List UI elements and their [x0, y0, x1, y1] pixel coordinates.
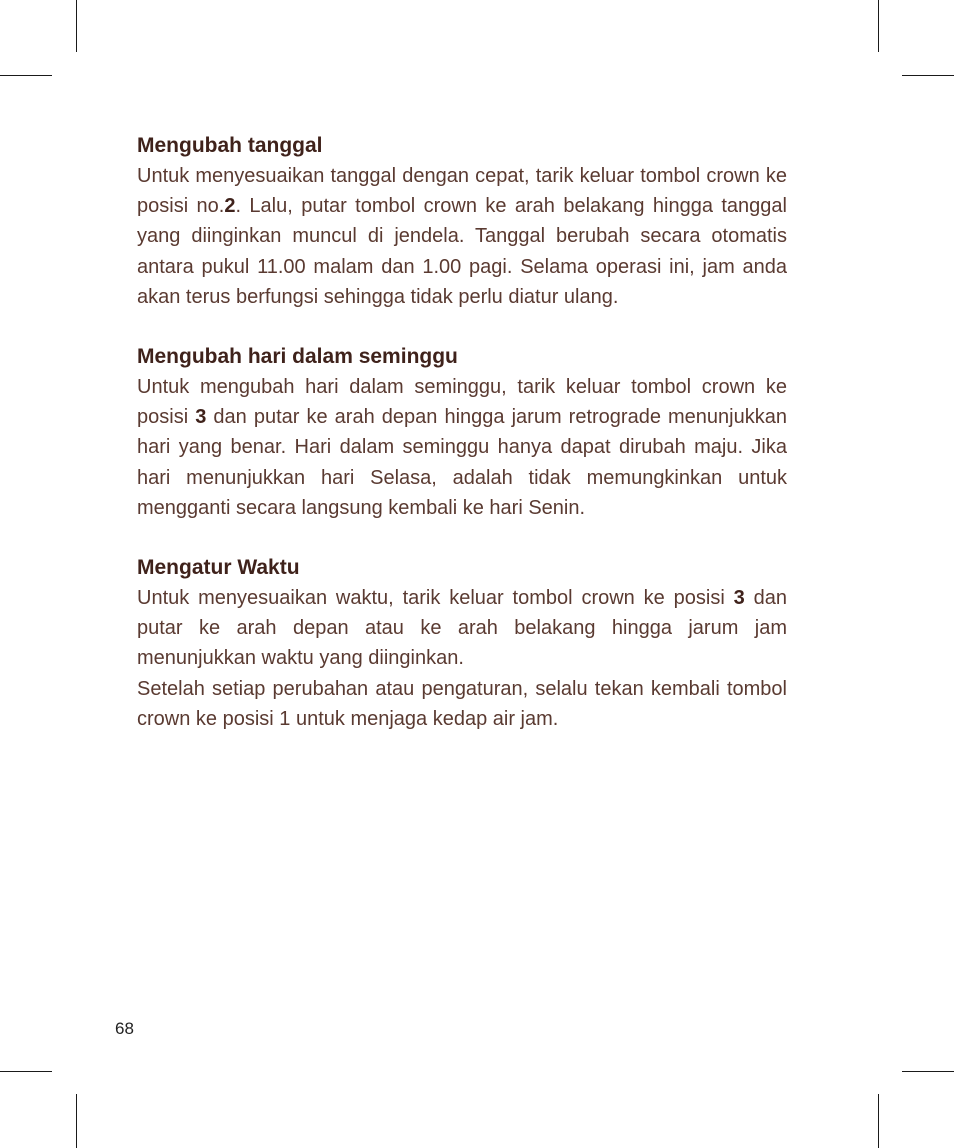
crop-mark-bottom-right-vertical — [878, 1094, 879, 1148]
paragraph-text: . Lalu, putar tombol crown ke arah belakang hingga tanggal yang diinginkan muncul di jendela. Tanggal berubah secara otomatis antara pukul 11.00 malam dan 1.00 pagi. Selama operasi ini, jam anda akan terus berfungsi sehingga tidak perlu diatur ulang. — [137, 195, 787, 308]
paragraph-text: dan putar ke arah depan hingga jarum retrograde menunjukkan hari yang benar. Hari dalam seminggu hanya dapat dirubah maju. Jika hari menunjukkan hari Selasa, adalah tidak memungkinkan untuk mengganti secara langsung kembali ke hari Senin. — [137, 406, 787, 519]
section-heading: Mengatur Waktu — [137, 556, 300, 580]
section-paragraph — [137, 674, 787, 734]
crop-mark-bottom-right-horizontal — [902, 1071, 954, 1072]
paragraph-text: Untuk mengubah hari dalam seminggu, tarik keluar tombol crown ke posisi — [137, 376, 787, 429]
section-paragraph — [137, 372, 787, 523]
position-number: 3 — [733, 587, 745, 610]
paragraph-text: Setelah setiap perubahan atau pengaturan, selalu tekan kembali tombol crown ke posisi 1 untuk menjaga kedap air jam. — [137, 677, 787, 730]
paragraph-text: dan putar ke arah depan atau ke arah belakang hingga jarum jam menunjukkan waktu yang diinginkan. — [137, 587, 787, 670]
crop-mark-bottom-left-horizontal — [0, 1071, 52, 1072]
section-heading: Mengubah tanggal — [137, 134, 323, 157]
crop-mark-top-right-vertical — [878, 0, 879, 52]
page-number: 68 — [115, 1019, 134, 1038]
section-paragraph — [137, 161, 787, 312]
section-heading: Mengubah hari dalam seminggu — [137, 345, 458, 369]
page-content — [137, 131, 787, 764]
section-change-weekday — [137, 342, 787, 523]
position-number: 2 — [224, 195, 236, 218]
crop-mark-top-right-horizontal — [902, 75, 954, 76]
paragraph-text: Untuk menyesuaikan waktu, tarik keluar tombol crown ke posisi — [137, 587, 734, 610]
crop-mark-top-left-horizontal — [0, 75, 52, 76]
crop-mark-top-left-vertical — [76, 0, 77, 52]
section-set-time — [137, 553, 787, 734]
section-change-date — [137, 131, 787, 312]
section-paragraph — [137, 583, 787, 674]
position-number: 3 — [195, 406, 207, 429]
crop-mark-bottom-left-vertical — [76, 1094, 77, 1148]
paragraph-text: Untuk menyesuaikan tanggal dengan cepat, tarik keluar tombol crown ke posisi no. — [137, 165, 787, 218]
